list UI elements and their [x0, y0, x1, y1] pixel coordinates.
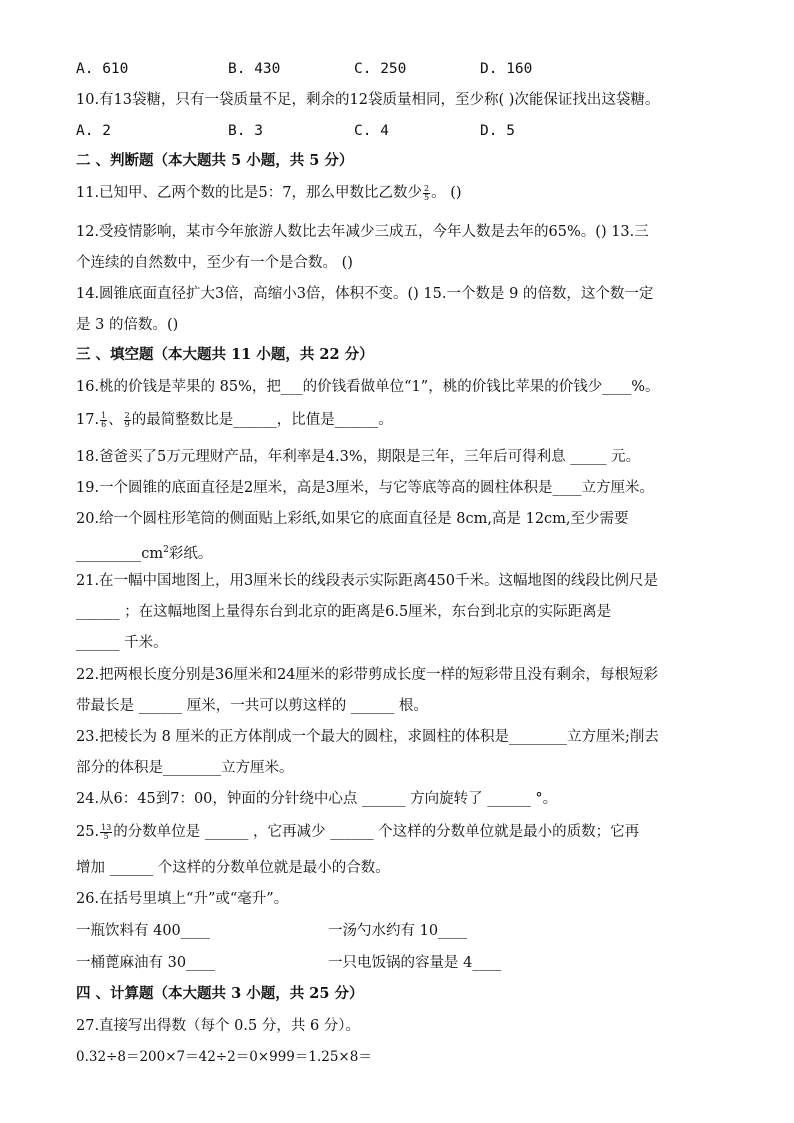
q10-option-b: B. 3 [228, 123, 263, 139]
q21-line3: ______ 千米。 [76, 635, 168, 651]
q25-frac-denominator: 5 [103, 831, 109, 841]
q12-line1: 12.受疫情影响，某市今年旅游人数比去年减少三成五，今年人数是去年的65%。() 13.三 [76, 224, 649, 240]
q17-fraction-2 [124, 412, 131, 429]
q26-item-2: 一汤勺水约有 10____ [328, 923, 468, 939]
q23-line2: 部分的体积是________立方厘米。 [76, 760, 294, 776]
q26-row2 [76, 953, 215, 973]
q20-line2 [76, 540, 212, 564]
q20-line1: 20.给一个圆柱形笔筒的侧面贴上彩纸,如果它的底面直径是 8cm,高是 12cm,至少需要 [76, 511, 629, 527]
section4-heading: 四 、计算题（本大题共 3 小题，共 25 分） [76, 985, 364, 1002]
q9-option-c: C. 250 [354, 61, 407, 77]
q17-post: 的最简整数比是______，比值是______。 [131, 412, 393, 428]
q11-text-a: 11.已知甲、乙两个数的比是5：7，那么甲数比乙数少 [76, 185, 423, 201]
q22-line2: 带最长是 ______ 厘米，一共可以剪这样的 ______ 根。 [76, 698, 428, 714]
q17-frac1-denominator: 6 [101, 419, 107, 429]
q27-text: 27.直接写出得数（每个 0.5 分，共 6 分）。 [76, 1018, 361, 1034]
q26-text: 26.在括号里填上“升”或“毫升”。 [76, 891, 289, 907]
q17-text [76, 410, 393, 430]
q26-item-1: 一瓶饮料有 400____ [76, 923, 210, 939]
q19-text: 19.一个圆锥的底面直径是2厘米，高是3厘米，与它等底等高的圆柱体积是____立方厘米。 [76, 480, 655, 496]
q17-frac2-numerator: 2 [124, 410, 130, 420]
q11-frac-numerator: 2 [424, 183, 430, 193]
q26-row1 [76, 921, 210, 941]
q25-line2: 增加 ______ 个这样的分数单位就是最小的合数。 [76, 860, 390, 876]
q25-fraction [100, 824, 112, 841]
q25-line1 [76, 822, 639, 842]
q20-superscript: 2 [163, 545, 169, 555]
q11-fraction [423, 185, 430, 202]
q26-row2-col2 [328, 953, 501, 973]
q21-line2: ______ ；在这幅地图上量得东台到北京的距离是6.5厘米，东台到北京的实际距离是 [76, 604, 612, 620]
q25-line1-post: 的分数单位是 ______ ，它再减少 ______ 个这样的分数单位就是最小的质数；它再 [113, 824, 640, 840]
q17-frac2-denominator: 9 [124, 419, 130, 429]
q20-line2-pre: _________cm [76, 545, 164, 562]
q10-text: 10.有13袋糖，只有一袋质量不足，剩余的12袋质量相同，至少称( )次能保证找出这袋糖。 [76, 92, 660, 108]
q22-line1: 22.把两根长度分别是36厘米和24厘米的彩带剪成长度一样的短彩带且没有剩余，每根短彩 [76, 667, 658, 683]
section2-heading: 二 、判断题（本大题共 5 小题，共 5 分） [76, 152, 354, 169]
q10-options [76, 121, 716, 141]
section3-heading: 三 、填空题（本大题共 11 小题，共 22 分） [76, 346, 374, 363]
q12-line2: 个连续的自然数中，至少有一个是合数。 () [76, 255, 353, 271]
q10-option-d: D. 5 [480, 123, 515, 139]
q17-fraction-1 [100, 412, 107, 429]
q26-item-3: 一桶蓖麻油有 30____ [76, 955, 216, 971]
q25-pre: 25. [76, 824, 100, 840]
q11-text-b: 。 () [431, 185, 462, 201]
q9-option-a: A. 610 [76, 61, 129, 77]
q24-text: 24.从6：45到7：00，钟面的分针绕中心点 ______ 方向旋转了 ______ °。 [76, 791, 558, 807]
q27-expressions: 0.32÷8＝200×7＝42÷2＝0×999＝1.25×8＝ [76, 1049, 372, 1065]
q11-frac-denominator: 5 [424, 192, 430, 202]
q11-text [76, 183, 462, 203]
q25-frac-numerator: 13 [101, 822, 112, 832]
q16-text: 16.桃的价钱是苹果的 85%，把___的价钱看做单位“1”，桃的价钱比苹果的价钱少____%。 [76, 379, 660, 395]
q17-separator: 、 [108, 412, 123, 428]
q26-row1-col2 [328, 921, 467, 941]
q23-line1: 23.把棱长为 8 厘米的正方体削成一个最大的圆柱，求圆柱的体积是________立方厘米;削去 [76, 729, 659, 745]
q20-line2-post: 彩纸。 [168, 545, 213, 562]
q26-item-4: 一只电饭锅的容量是 4____ [328, 955, 502, 971]
q9-option-b: B. 430 [228, 61, 281, 77]
q21-line1: 21.在一幅中国地图上，用3厘米长的线段表示实际距离450千米。这幅地图的线段比例尺是 [76, 573, 658, 589]
q14-line1: 14.圆锥底面直径扩大3倍，高缩小3倍，体积不变。() 15.一个数是 9 的倍数，这个数一定 [76, 286, 654, 302]
q17-pre: 17. [76, 412, 100, 428]
q9-option-d: D. 160 [480, 61, 533, 77]
q17-frac1-numerator: 1 [101, 410, 107, 420]
q18-text: 18.爸爸买了5万元理财产品，年利率是4.3%，期限是三年，三年后可得利息 _____ 元。 [76, 449, 641, 465]
q10-option-a: A. 2 [76, 123, 111, 139]
q9-options [76, 59, 716, 79]
q14-line2: 是 3 的倍数。() [76, 317, 179, 333]
q10-option-c: C. 4 [354, 123, 389, 139]
